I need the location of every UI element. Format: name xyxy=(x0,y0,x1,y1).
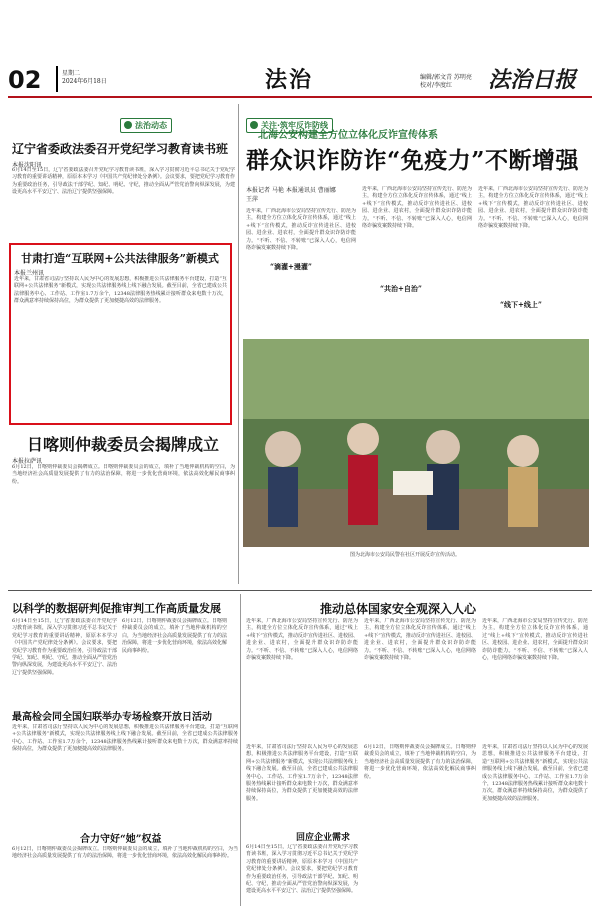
article3-headline: 日喀则仲裁委员会揭牌成立 xyxy=(26,435,219,454)
feature-photo xyxy=(243,339,589,547)
editors xyxy=(420,74,472,90)
tag-dot-icon xyxy=(124,121,132,129)
masthead xyxy=(0,0,600,96)
article3-body: 6月12日，日喀则仲裁委员会揭牌成立。日喀则仲裁委员会的成立，填补了当地仲裁机构的空白，为当地经济社会高质量发展提供了有力的法治保障，将进一步优化营商环境，依法高效化解民商事纠纷。 xyxy=(12,464,235,485)
lower-middle-body-7: 近年来，甘肃省司法厅坚持以人民为中心的发展思想，积极推进公共法律服务平台建设，打造“互联网+公共法律服务”新模式，实现公共法律服务线上线下融合发展。截至目前，全省已建成公共法律服务中心、工作站、工作室1.7万余个，12348法律服务热线累计接听群众来电数十万次，群众满意率持续保持高位，为群众提供了更加便捷高效的法律服务。 xyxy=(482,744,588,802)
editor-line: 编辑/郭文青 苏明亮 xyxy=(420,74,472,81)
lower-left-headline: 以科学的数据研判促推审判工作高质量发展 xyxy=(12,602,221,615)
lower-middle-headline: 推动总体国家安全观深入人心 xyxy=(320,602,477,616)
article2-headline: 甘肃打造“互联网+公共法律服务”新模式 xyxy=(21,252,219,265)
lower-column-divider xyxy=(240,594,241,906)
photo-caption: 图为北海市公安局民警在社区开展反诈宣传活动。 xyxy=(350,552,461,558)
date-line xyxy=(62,70,107,86)
header-rule xyxy=(8,96,592,98)
article2-byline: 本报兰州讯 xyxy=(14,270,45,277)
lower-left-body-1: 6月14日至15日，辽宁省委政法委召开党纪学习教育读书班，深入学习贯彻习近平总书记关于党纪学习教育的重要讲话精神，原原本本学习《中国共产党纪律处分条例》。会议要求，要把党纪学习教育作为重要政治任务，引导政法干部学纪、知纪、明纪、守纪，推动全面从严管党治警向纵深发展，为建设更高水平平安辽宁、法治辽宁提供坚强保障。 xyxy=(12,618,117,676)
tag-dot-icon xyxy=(250,121,258,129)
column-divider xyxy=(238,104,239,584)
tag-label: 法治动态 xyxy=(135,121,167,130)
lower-middle-body-1: 近年来，广西北海市公安局坚持宣传先行、防范为主，构建全方位立体化反诈宣传体系，通过“线上+线下”宣传模式，推动反诈宣传进社区、进校园、进企业、进农村，全面提升群众识诈防诈能力。“不听、不信、不转账”已深入人心，电信网络诈骗发案数持续下降。 xyxy=(246,618,358,662)
article3-byline: 本报拉萨讯 xyxy=(12,458,43,465)
section-name: 法治 xyxy=(265,67,314,93)
article1-byline: 本报沈阳讯 xyxy=(12,162,43,169)
feature-headline: 群众识诈防诈“免疫力”不断增强 xyxy=(246,147,579,174)
lower-left-headline-3: 合力守好“她”权益 xyxy=(80,834,162,845)
issue-date: 2024年6月18日 xyxy=(62,78,107,85)
newspaper-logo: 法治日报 xyxy=(488,67,577,93)
feature-body-col2: 近年来，广西北海市公安局坚持宣传先行、防范为主，构建全方位立体化反诈宣传体系，通过“线上+线下”宣传模式，推动反诈宣传进社区、进校园、进企业、进农村，全面提升群众识诈防诈能力。“不听、不信、不转账”已深入人心，电信网络诈骗发案数持续下降。 xyxy=(362,186,472,230)
section-tag-legal-news xyxy=(120,118,172,133)
article1-headline: 辽宁省委政法委召开党纪学习教育读书班 xyxy=(12,142,229,156)
lower-middle-body-2: 近年来，广西北海市公安局坚持宣传先行、防范为主，构建全方位立体化反诈宣传体系，通过“线上+线下”宣传模式，推动反诈宣传进社区、进校园、进企业、进农村，全面提升群众识诈防诈能力。“不听、不信、不转账”已深入人心，电信网络诈骗发案数持续下降。 xyxy=(364,618,476,662)
lower-middle-headline-2: 回应企业需求 xyxy=(296,833,351,843)
lower-left-body-4: 6月12日，日喀则仲裁委员会揭牌成立。日喀则仲裁委员会的成立，填补了当地仲裁机构的空白，为当地经济社会高质量发展提供了有力的法治保障，将进一步优化营商环境，依法高效化解民商事纠纷。 xyxy=(12,846,238,860)
page-number: 02 xyxy=(8,66,42,94)
feature-body-col3: 近年来，广西北海市公安局坚持宣传先行、防范为主，构建全方位立体化反诈宣传体系，通过“线上+线下”宣传模式，推动反诈宣传进社区、进校园、进企业、进农村，全面提升群众识诈防诈能力。“不听、不信、不转账”已深入人心，电信网络诈骗发案数持续下降。 xyxy=(478,186,588,230)
lower-middle-body-4: 近年来，甘肃省司法厅坚持以人民为中心的发展思想，积极推进公共法律服务平台建设，打造“互联网+公共法律服务”新模式，实现公共法律服务线上线下融合发展。截至目前，全省已建成公共法律服务中心、工作站、工作室1.7万余个，12348法律服务热线累计接听群众来电数十万次，群众满意率持续保持高位，为群众提供了更加便捷高效的法律服务。 xyxy=(246,744,358,802)
article2-body: 近年来，甘肃省司法厅坚持以人民为中心的发展思想，积极推进公共法律服务平台建设，打造“互联网+公共法律服务”新模式，实现公共法律服务线上线下融合发展。截至目前，全省已建成公共法律服务中心、工作站、工作室1.7万余个，12348法律服务热线累计接听群众来电数十万次，群众满意率持续保持高位，为群众提供了更加便捷高效的法律服务。 xyxy=(14,276,227,305)
lower-middle-body-3: 近年来，广西北海市公安局坚持宣传先行、防范为主，构建全方位立体化反诈宣传体系，通过“线上+线下”宣传模式，推动反诈宣传进社区、进校园、进企业、进农村，全面提升群众识诈防诈能力。“不听、不信、不转账”已深入人心，电信网络诈骗发案数持续下降。 xyxy=(482,618,588,662)
tag-label: 关注·筑牢反诈防线 xyxy=(261,121,329,130)
lower-left-body-3: 近年来，甘肃省司法厅坚持以人民为中心的发展思想，积极推进公共法律服务平台建设，打造“互联网+公共法律服务”新模式，实现公共法律服务线上线下融合发展。截至目前，全省已建成公共法律服务中心、工作站、工作室1.7万余个，12348法律服务热线累计接听群众来电数十万次，群众满意率持续保持高位，为群众提供了更加便捷高效的法律服务。 xyxy=(12,724,238,753)
lower-left-body-2: 6月12日，日喀则仲裁委员会揭牌成立。日喀则仲裁委员会的成立，填补了当地仲裁机构的空白，为当地经济社会高质量发展提供了有力的法治保障，将进一步优化营商环境，依法高效化解民商事纠纷。 xyxy=(122,618,227,654)
page-number-divider xyxy=(56,66,58,92)
mid-rule xyxy=(8,590,592,591)
lower-left-headline-2: 最高检会同全国妇联举办专场检察开放日活动 xyxy=(12,712,212,723)
feature-subheading-3: “线下+线上” xyxy=(500,300,542,309)
feature-subheading-1: “滴灌+漫灌” xyxy=(270,262,312,271)
feature-body-col1: 近年来，广西北海市公安局坚持宣传先行、防范为主，构建全方位立体化反诈宣传体系，通过“线上+线下”宣传模式，推动反诈宣传进社区、进校园、进企业、进农村，全面提升群众识诈防诈能力。“不听、不信、不转账”已深入人心，电信网络诈骗发案数持续下降。 xyxy=(246,208,356,252)
lower-middle-body-6: 6月12日，日喀则仲裁委员会揭牌成立。日喀则仲裁委员会的成立，填补了当地仲裁机构的空白，为当地经济社会高质量发展提供了有力的法治保障，将进一步优化营商环境，依法高效化解民商事纠纷。 xyxy=(364,744,476,780)
lower-middle-body-5: 6月14日至15日，辽宁省委政法委召开党纪学习教育读书班，深入学习贯彻习近平总书记关于党纪学习教育的重要讲话精神，原原本本学习《中国共产党纪律处分条例》。会议要求，要把党纪学习教育作为重要政治任务，引导政法干部学纪、知纪、明纪、守纪，推动全面从严管党治警向纵深发展，为建设更高水平平安辽宁、法治辽宁提供坚强保障。 xyxy=(246,844,358,895)
weekday: 星期二 xyxy=(62,70,81,77)
feature-subtitle: 北海公安构建全方位立体化反诈宣传体系 xyxy=(258,130,438,141)
feature-subheading-2: “共治+自治” xyxy=(380,284,422,293)
article1-body: 6月14日至15日，辽宁省委政法委召开党纪学习教育读书班，深入学习贯彻习近平总书记关于党纪学习教育的重要讲话精神，原原本本学习《中国共产党纪律处分条例》。会议要求，要把党纪学习教育作为重要政治任务，引导政法干部学纪、知纪、明纪、守纪，推动全面从严管党治警向纵深发展，为建设更高水平平安辽宁、法治辽宁提供坚强保障。 xyxy=(12,167,235,196)
feature-byline: 本报记者 马艳 本报通讯员 曹丽娜 王萍 xyxy=(246,187,336,203)
proofreader-line: 校对/李度红 xyxy=(420,82,453,89)
